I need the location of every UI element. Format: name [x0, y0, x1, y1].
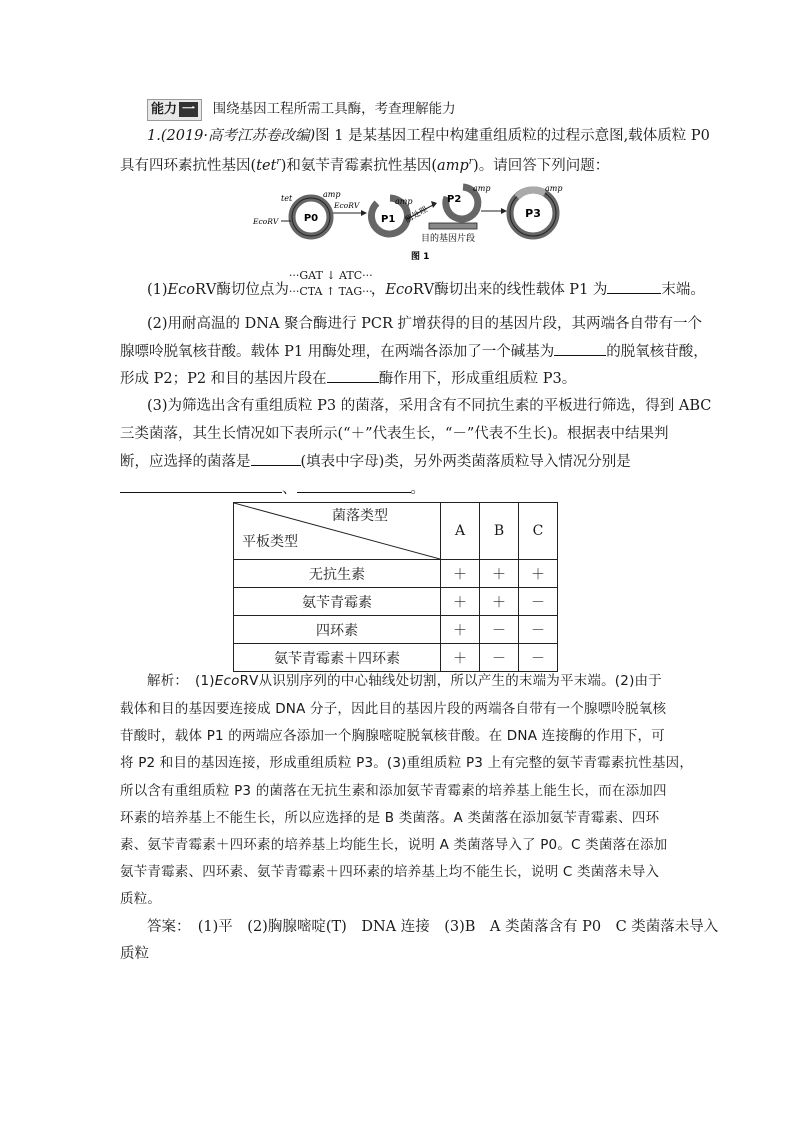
- question-3-line4: [120, 478, 425, 499]
- q2-text-b: 的脱氧核苷酸，: [606, 344, 708, 360]
- question-1: [147, 269, 705, 300]
- amp-label-p0: amp: [323, 190, 341, 199]
- solution-line9: 质粒。: [120, 891, 162, 907]
- row-label: 四环素: [234, 616, 441, 644]
- target-gene-fragment: [429, 223, 477, 229]
- table-cell: －: [519, 616, 558, 644]
- answer-blank-2[interactable]: [554, 341, 606, 356]
- question-source: 1.(2019·高考江苏卷改编): [147, 128, 316, 144]
- solution-line4: 将 P2 和目的基因连接，形成重组质粒 P3。(3)重组质粒 P3 上有完整的氨苄青霉素抗性基因，: [120, 755, 694, 771]
- table-cell: ＋: [441, 588, 480, 616]
- amp-label-p3: amp: [545, 184, 563, 193]
- answer-line2: 质粒: [120, 946, 149, 962]
- q1-comma: ，: [370, 282, 386, 298]
- p0-label: P0: [303, 213, 319, 224]
- gene-amp: amp: [437, 157, 469, 174]
- q1-sequence: [288, 269, 373, 298]
- solution-line5: 所以含有重组质粒 P3 的菌落在无抗生素和添加氨苄青霉素的培养基上能生长，而在添加四: [120, 783, 667, 799]
- table-cell: －: [480, 644, 519, 672]
- table-header-a: A: [441, 503, 480, 560]
- ecorv-label-2: EcoRⅤ: [334, 201, 360, 210]
- header-colony-type: 菌落类型: [332, 508, 388, 524]
- enzyme-label: 酶处理: [403, 204, 429, 225]
- plasmid-p3: [510, 190, 556, 236]
- q1-text-a: RⅤ酶切位点为: [194, 282, 289, 298]
- p2-label: P2: [447, 194, 462, 205]
- section-tag: [147, 99, 202, 121]
- q1-number: (1): [147, 282, 168, 298]
- table-diagonal-header: [234, 503, 441, 560]
- q2-text-c: 形成 P2；P2 和目的基因片段在: [120, 371, 327, 387]
- table-header-row: [234, 503, 558, 560]
- answer-blank-1[interactable]: [607, 279, 661, 294]
- q1-text-end: 末端。: [661, 282, 705, 298]
- seq-bottom-strand: ···CTA ↑ TAG···: [288, 285, 373, 298]
- growth-table: [233, 502, 558, 672]
- table-row: [234, 588, 558, 616]
- intro-text-c: )和氨苄青霉素抗性基因(: [280, 157, 438, 174]
- section-tag-label: 能力: [151, 102, 178, 117]
- plasmid-p0: [292, 198, 330, 236]
- solution-eco: Eco: [214, 673, 240, 689]
- q2-text-d: 酶作用下，形成重组质粒 P3。: [378, 371, 577, 387]
- solution-line2: 载体和目的基因要连接成 DNA 分子，因此目的基因片段的两端各自带有一个腺嘌呤脱氧核: [120, 701, 667, 717]
- question-2-line3: [120, 368, 576, 389]
- p3-label: P3: [525, 207, 541, 220]
- intro-text-e: )。请回答下列问题：: [473, 157, 610, 174]
- answer-blank-3[interactable]: [327, 368, 379, 383]
- q1-eco-2: Eco: [385, 282, 413, 298]
- section-header: [147, 99, 456, 121]
- q3-end: 。: [410, 481, 425, 497]
- ecorv-label-1: EcoRⅤ: [253, 217, 279, 226]
- header-plate-type: 平板类型: [242, 534, 298, 550]
- q2-text-a: 腺嘌呤脱氧核苷酸。载体 P1 用酶处理，在两端各添加了一个碱基为: [120, 344, 555, 360]
- table-cell: ＋: [441, 644, 480, 672]
- row-label: 无抗生素: [234, 560, 441, 588]
- solution-line3: 苷酸时，载体 P1 的两端应各添加一个胸腺嘧啶脱氧核苷酸。在 DNA 连接酶的作用下，可: [120, 728, 665, 744]
- table-cell: －: [519, 588, 558, 616]
- solution-label: 解析： (1): [147, 673, 215, 689]
- table-cell: ＋: [441, 560, 480, 588]
- table-cell: ＋: [441, 616, 480, 644]
- table-header-b: B: [480, 503, 519, 560]
- table-cell: －: [480, 616, 519, 644]
- gene-tet: tet: [256, 157, 277, 174]
- gene-tet-sup: r: [276, 157, 281, 167]
- tet-label: tet: [281, 194, 293, 203]
- solution-line1: [147, 671, 662, 691]
- solution-text-1: RⅤ从识别序列的中心轴线处切割，所以产生的末端为平末端。(2)由于: [239, 673, 662, 689]
- question-intro-line2: [120, 152, 609, 176]
- row-label: 氨苄青霉素: [234, 588, 441, 616]
- q3-separator: 、: [282, 481, 297, 497]
- answer-line1: 答案： (1)平 (2)胸腺嘧啶(T) DNA 连接 (3)B A 类菌落含有 P0 C 类菌落未导入: [147, 919, 719, 935]
- answer-blank-4[interactable]: [251, 451, 301, 466]
- solution-line6: 环素的培养基上不能生长，所以应选择的是 B 类菌落。A 类菌落在添加氨苄青霉素、四环: [120, 810, 660, 826]
- solution-line7: 素、氨苄青霉素＋四环素的培养基上均能生长，说明 A 类菌落导入了 P0。C 类菌落在添加: [120, 837, 668, 853]
- table-cell: ＋: [480, 560, 519, 588]
- section-title: 围绕基因工程所需工具酶，考查理解能力: [212, 101, 456, 117]
- table-row: [234, 560, 558, 588]
- q3-text-b: (填表中字母)类，另外两类菌落质粒导入情况分别是: [300, 454, 631, 470]
- figure-1: [245, 183, 575, 269]
- row-label: 氨苄青霉素＋四环素: [234, 644, 441, 672]
- answer-blank-6[interactable]: [297, 478, 411, 493]
- q1-text-b: RⅤ酶切出来的线性载体 P1 为: [412, 282, 608, 298]
- question-2-line1: (2)用耐高温的 DNA 聚合酶进行 PCR 扩增获得的目的基因片段，其两端各自带有一个: [147, 316, 703, 332]
- table-cell: ＋: [480, 588, 519, 616]
- q1-eco: Eco: [167, 282, 195, 298]
- section-tag-number: 一: [179, 102, 198, 117]
- p1-label: P1: [381, 214, 396, 225]
- answer-blank-5[interactable]: [120, 478, 282, 493]
- solution-line8: 氨苄青霉素、四环素、氨苄青霉素＋四环素的培养基上均不能生长，说明 C 类菌落未导入: [120, 864, 660, 880]
- question-intro-text: 图 1 是某基因工程中构建重组质粒的过程示意图,载体质粒 P0: [315, 128, 710, 144]
- q3-text-a: 断，应选择的菌落是: [120, 454, 251, 470]
- gene-amp-sup: r: [468, 157, 474, 167]
- table-row: [234, 644, 558, 672]
- question-2-line2: [120, 341, 708, 362]
- question-3-line2: 三类菌落，其生长情况如下表所示(“＋”代表生长，“－”代表不生长)。根据表中结果判: [120, 426, 669, 442]
- plasmid-diagram: [245, 183, 575, 265]
- amp-label-p1: amp: [395, 197, 413, 206]
- question-intro-line1: [147, 126, 710, 146]
- question-3-line3: [120, 451, 631, 472]
- target-gene-label: 目的基因片段: [421, 234, 476, 244]
- table-row: [234, 616, 558, 644]
- question-3-line1: (3)为筛选出含有重组质粒 P3 的菌落，采用含有不同抗生素的平板进行筛选，得到 ABC: [147, 398, 712, 414]
- amp-label-p2: amp: [473, 184, 491, 193]
- table-cell: ＋: [519, 560, 558, 588]
- table-header-c: C: [519, 503, 558, 560]
- intro-text-a: 具有四环素抗性基因(: [120, 157, 257, 174]
- table-cell: －: [519, 644, 558, 672]
- seq-top-strand: ···GAT ↓ ATC···: [288, 269, 373, 282]
- figure-caption: 图 1: [411, 252, 430, 262]
